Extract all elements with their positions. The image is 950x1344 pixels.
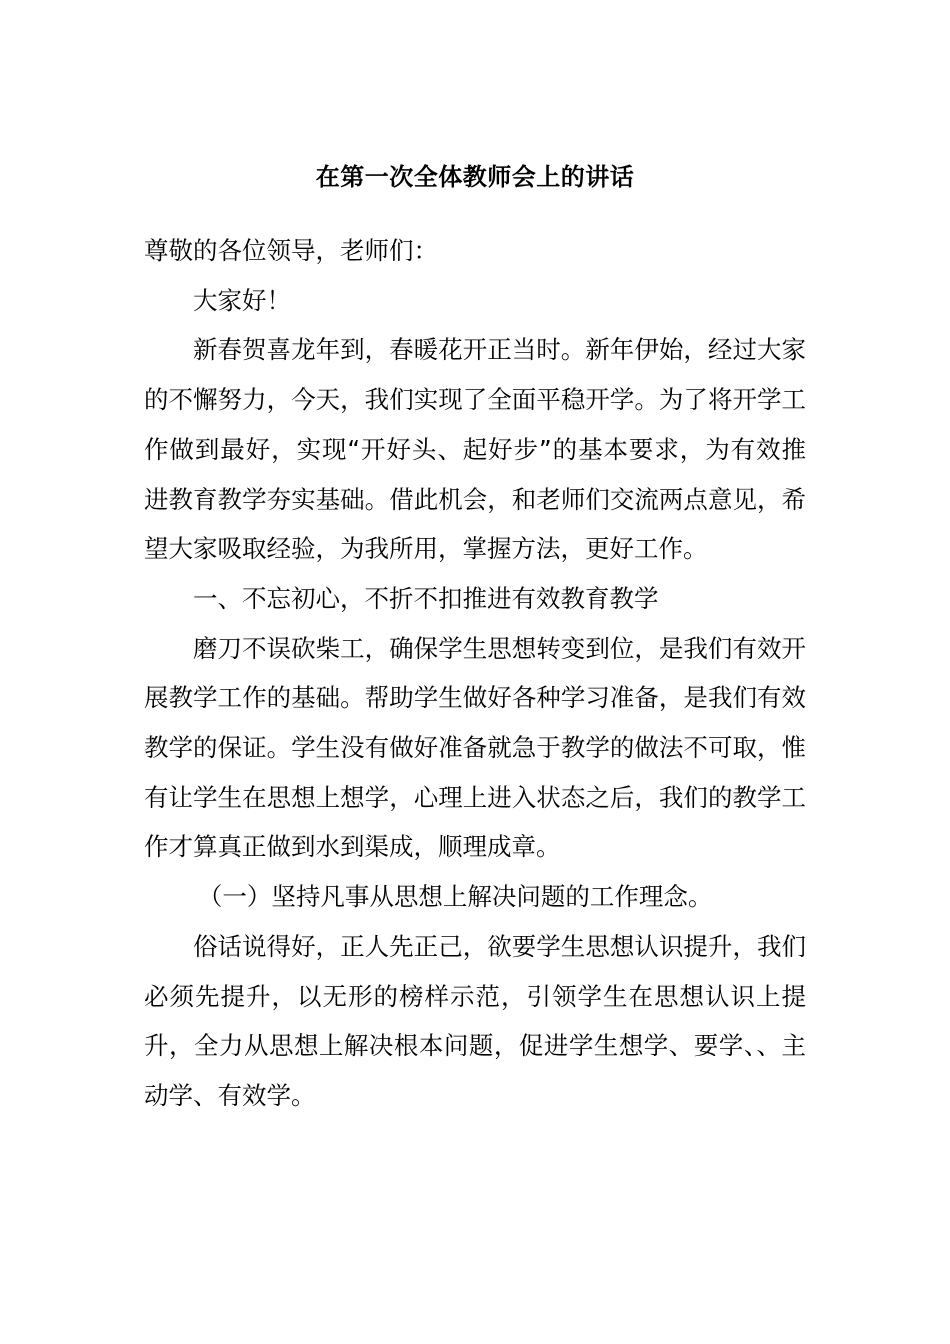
paragraph-intro: 新春贺喜龙年到，春暖花开正当时。新年伊始，经过大家的不懈努力，今天，我们实现了全面平稳开学。为了将开学工作做到最好，实现“开好头、起好步”的基本要求，为有效推进教育教学夯实基础。借此机会，和老师们交流两点意见，希望大家吸取经验，为我所用，掌握方法，更好工作。 [144,335,806,564]
greeting: 大家好！ [193,285,291,315]
paragraph-sub-1: 俗话说得好，正人先正己，欲要学生思想认识提升，我们必须先提升，以无形的榜样示范，引领学生在思想认识上提升，全力从思想上解决根本问题，促进学生想学、要学、、主动学、有效学。 [144,931,806,1110]
salutation: 尊敬的各位领导，老师们： [144,236,438,265]
document-body [144,226,806,1121]
sub-heading-1: （一）坚持凡事从思想上解决问题的工作理念。 [197,882,713,912]
section-heading-1: 一、不忘初心，不折不扣推进有效教育教学 [193,583,659,613]
paragraph-section-1: 磨刀不误砍柴工，确保学生思想转变到位，是我们有效开展教学工作的基础。帮助学生做好各种学习准备，是我们有效教学的保证。学生没有做好准备就急于教学的做法不可取，惟有让学生在思想上想学，心理上进入状态之后，我们的教学工作才算真正做到水到渠成，顺理成章。 [144,633,806,862]
document-title: 在第一次全体教师会上的讲话 [315,163,635,191]
